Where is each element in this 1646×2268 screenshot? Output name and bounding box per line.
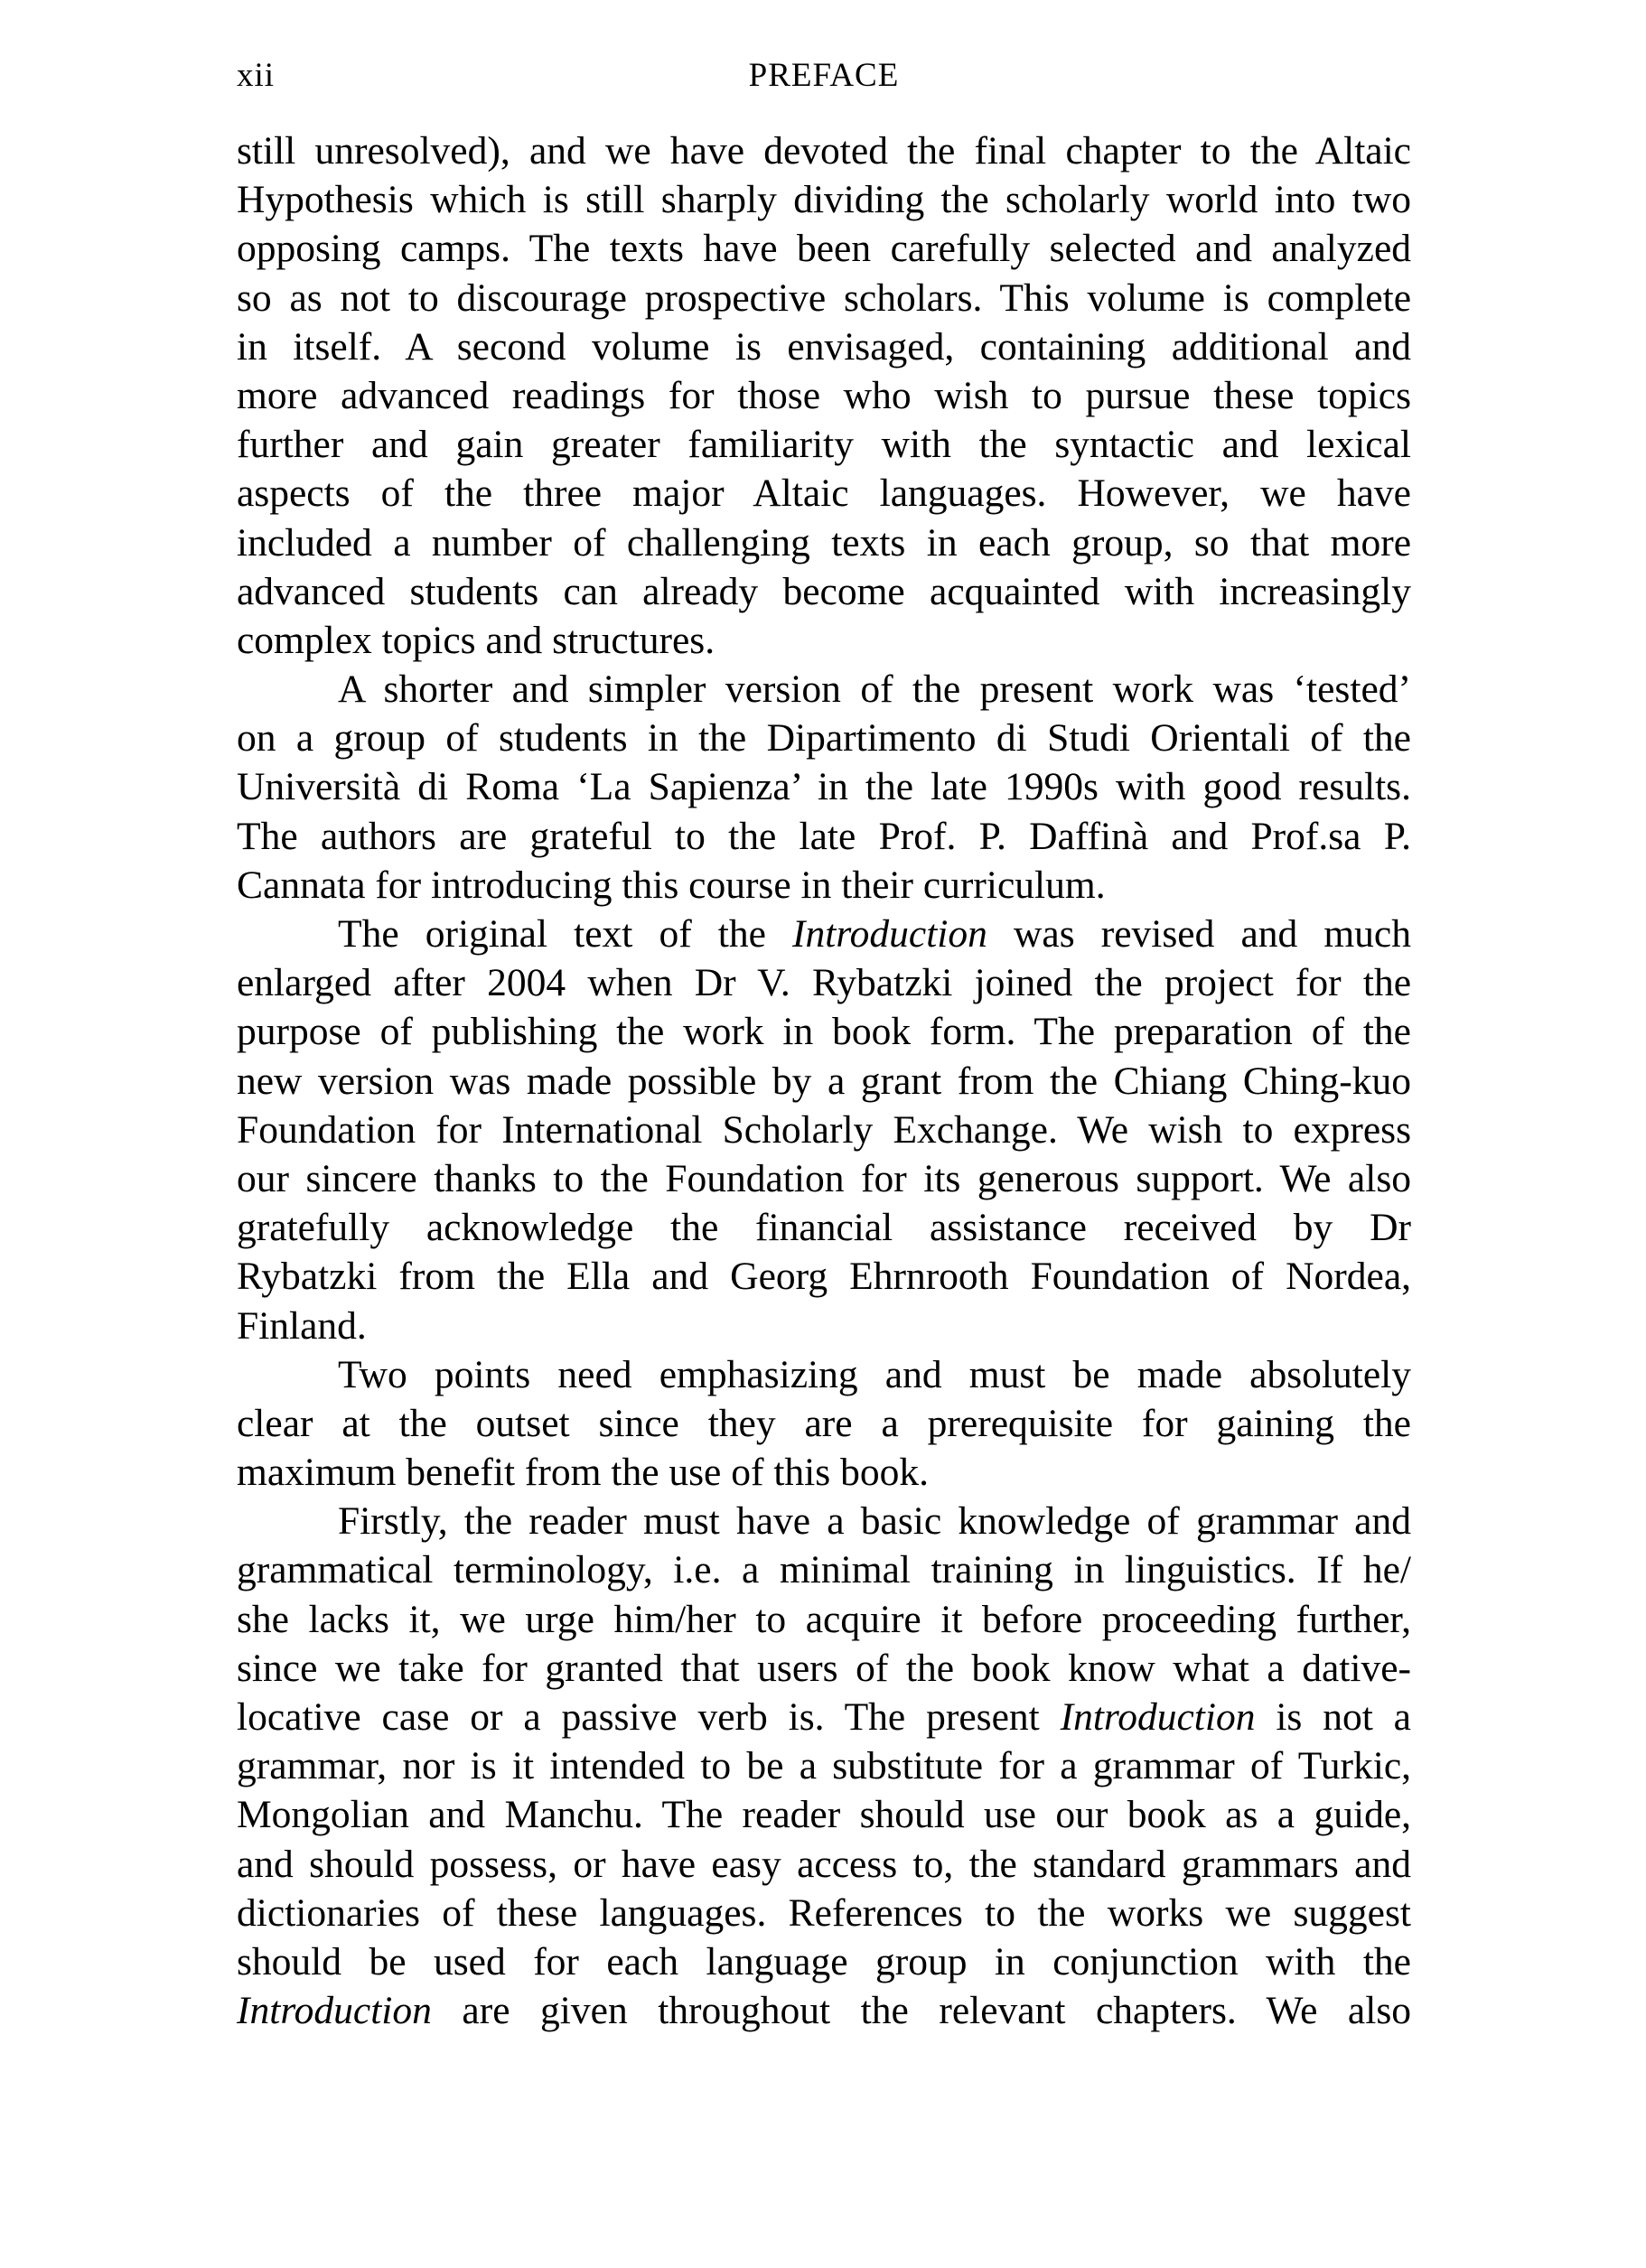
text-line: advanced students can already become acquainted with increasingly — [237, 569, 1411, 613]
text-line: so as not to discourage prospective scholars. This volume is complete — [237, 275, 1411, 320]
text-line: since we take for granted that users of the book know what a dative- — [237, 1646, 1411, 1690]
text-line: gratefully acknowledge the financial assistance received by Dr — [237, 1206, 1411, 1250]
text-line: purpose of publishing the work in book form. The preparation of the — [237, 1010, 1411, 1054]
text-line: opposing camps. The texts have been carefully selected and analyzed — [237, 227, 1411, 271]
text-line: The authors are grateful to the late Prof. P. Daffinà and Prof.sa P. — [237, 814, 1411, 858]
running-head — [237, 49, 1411, 103]
text-line: maximum benefit from the use of this book. — [237, 1451, 929, 1495]
body-text — [237, 126, 1411, 2035]
text-line: included a number of challenging texts in each group, so that more — [237, 520, 1411, 565]
text-line: dictionaries of these languages. References to the works we suggest — [237, 1890, 1411, 1935]
text-line: grammar, nor is it intended to be a substitute for a grammar of Turkic, — [237, 1744, 1411, 1788]
text-line: Two points need emphasizing and must be made absolutely — [338, 1352, 1411, 1396]
text-line: Mongolian and Manchu. The reader should use our book as a guide, — [237, 1793, 1411, 1837]
text-line: and should possess, or have easy access to, the standard grammars and — [237, 1842, 1411, 1886]
paragraph — [237, 665, 1411, 910]
paragraph — [237, 910, 1411, 1350]
text-line: Firstly, the reader must have a basic knowledge of grammar and — [338, 1499, 1411, 1544]
text-line: Università di Roma ‘La Sapienza’ in the late 1990s with good results. — [237, 765, 1411, 809]
page-number: xii — [237, 57, 276, 94]
text-line: locative case or a passive verb is. The present Introduction is not a — [237, 1695, 1411, 1739]
text-line: in itself. A second volume is envisaged, containing additional and — [237, 324, 1411, 369]
text-line: A shorter and simpler version of the present work was ‘tested’ — [338, 667, 1411, 712]
text-line: Cannata for introducing this course in their curriculum. — [237, 863, 1106, 907]
italic-title: Introduction — [237, 1989, 432, 2033]
text-line: further and gain greater familiarity with the syntactic and lexical — [237, 423, 1411, 467]
text-line: she lacks it, we urge him/her to acquire it before proceeding further, — [237, 1597, 1411, 1641]
text-line: on a group of students in the Dipartimento di Studi Orientali of the — [237, 716, 1411, 761]
text-line: clear at the outset since they are a prerequisite for gaining the — [237, 1401, 1411, 1445]
italic-title: Introduction — [792, 912, 987, 956]
paragraph — [237, 126, 1411, 665]
text-line: should be used for each language group in conjunction with the — [237, 1939, 1411, 1983]
text-line: grammatical terminology, i.e. a minimal training in linguistics. If he/ — [237, 1548, 1411, 1592]
text-line: still unresolved), and we have devoted the final chapter to the Altaic — [237, 129, 1411, 173]
text-line: new version was made possible by a grant from the Chiang Ching-kuo — [237, 1059, 1411, 1103]
text-line: Introduction are given throughout the relevant chapters. We also — [237, 1989, 1411, 2033]
text-line: Finland. — [237, 1303, 367, 1348]
text-line: enlarged after 2004 when Dr V. Rybatzki joined the project for the — [237, 961, 1411, 1005]
italic-title: Introduction — [1060, 1695, 1256, 1739]
text-line: Foundation for International Scholarly Exchange. We wish to express — [237, 1107, 1411, 1152]
text-line: more advanced readings for those who wish to pursue these topics — [237, 373, 1411, 417]
paragraph — [237, 1350, 1411, 1498]
text-line: aspects of the three major Altaic languages. However, we have — [237, 471, 1411, 516]
text-line: Hypothesis which is still sharply dividing the scholarly world into two — [237, 178, 1411, 222]
text-line: The original text of the Introduction was revised and much — [338, 912, 1411, 956]
text-line: our sincere thanks to the Foundation for its generous support. We also — [237, 1156, 1411, 1200]
text-line: complex topics and structures. — [237, 618, 715, 662]
running-head-title: PREFACE — [748, 57, 900, 94]
text-line: Rybatzki from the Ella and Georg Ehrnrooth Foundation of Nordea, — [237, 1255, 1411, 1299]
paragraph — [237, 1497, 1411, 2035]
